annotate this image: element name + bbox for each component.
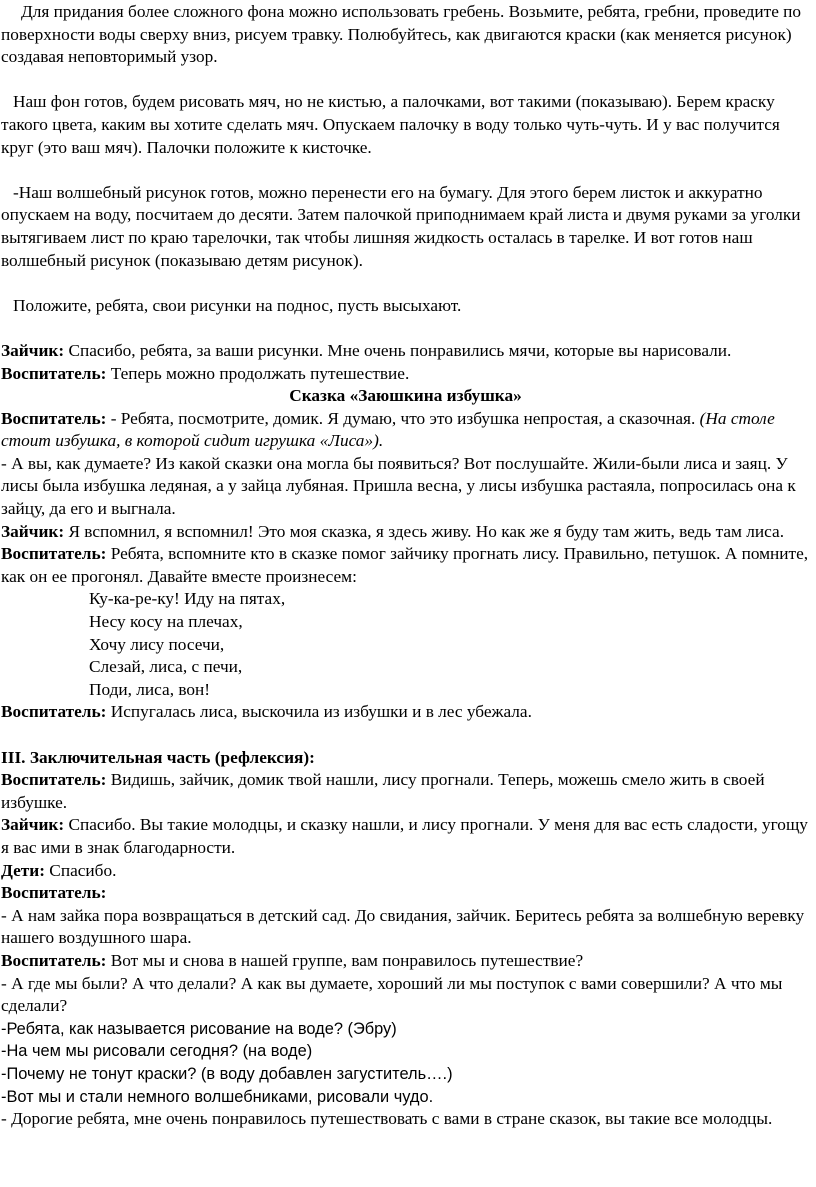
dialog-line: - А вы, как думаете? Из какой сказки она могла бы появиться? Вот послушайте. Жили-были лиса и заяц. У лисы была избушка ледяная, а у зайца лубяная. Пришла весна, у лисы избушка растаяла, попросилась она к зайцу, да его и выгнала. <box>1 453 796 519</box>
dialog-line <box>1 814 810 859</box>
spacer <box>1 272 810 295</box>
poem-line: Хочу лису посечи, <box>89 634 225 654</box>
dialog-text: - Ребята, посмотрите, домик. Я думаю, что это избушка непростая, а сказочная. <box>106 408 700 428</box>
spacer <box>1 69 810 92</box>
dialog-text: Видишь, зайчик, домик твой нашли, лису прогнали. Теперь, можешь смело жить в своей избушке. <box>1 770 765 812</box>
dialog-text: Я вспомнил, я вспомнил! Это моя сказка, я здесь живу. Но как же я буду там жить, ведь там лиса. <box>64 521 785 541</box>
dialog-line: - Дорогие ребята, мне очень понравилось путешествовать с вами в стране сказок, вы такие все молодцы. <box>1 1109 773 1129</box>
dialog-text: Теперь можно продолжать путешествие. <box>106 363 410 383</box>
dialog-text: Спасибо. Вы такие молодцы, и сказку нашли, и лису прогнали. У меня для вас есть сладости, угощу я вас ими в знак благодарности. <box>1 815 808 857</box>
paragraph-ball: Наш фон готов, будем рисовать мяч, но не кистью, а палочками, вот такими (показываю). Берем краску такого цвета, каким вы хотите сделать мяч. Опускаем палочку в воду только чуть-чуть. И у вас получится круг (это ваш мяч). Палочки положите к кисточке. <box>1 92 780 157</box>
question-line: -Ребята, как называется рисование на воде? (Эбру) <box>1 1019 397 1038</box>
dialog-line <box>1 701 810 724</box>
speaker-label: Воспитатель: <box>1 770 107 790</box>
dialog-line <box>1 860 810 883</box>
poem-line: Ку-ка-ре-ку! Иду на пятах, <box>89 589 286 609</box>
dialog-line <box>1 521 810 544</box>
section-title: III. Заключительная часть (рефлексия): <box>1 747 315 767</box>
dialog-text: Вот мы и снова в нашей группе, вам понравилось путешествие? <box>106 950 584 970</box>
speaker-label: Воспитатель: <box>1 702 107 722</box>
speaker-label: Зайчик: <box>1 340 65 360</box>
dialog-line <box>1 340 810 363</box>
dialog-line <box>1 769 810 814</box>
story-title: Сказка «Заюшкина избушка» <box>289 386 522 406</box>
dialog-line <box>1 950 810 973</box>
speaker-label: Воспитатель: <box>1 363 107 383</box>
speaker-label: Воспитатель: <box>1 408 107 428</box>
spacer <box>1 317 810 340</box>
dialog-text: Спасибо. <box>44 860 117 880</box>
stage-direction: (На столе стоит избушка, в которой сидит игрушка «Лиса»). <box>1 408 775 451</box>
dialog-line <box>1 543 810 588</box>
paragraph-transfer: -Наш волшебный рисунок готов, можно перенести его на бумагу. Для этого берем листок и аккуратно опускаем на воду, посчитаем до десяти. Затем палочкой приподнимаем край листа и двумя руками за уголки вытягиваем лист по краю тарелочки, так чтобы лишняя жидкость осталась в тарелке. И вот готов наш волшебный рисунок (показываю детям рисунок). <box>1 182 801 270</box>
question-line: -Вот мы и стали немного волшебниками, рисовали чудо. <box>1 1087 434 1106</box>
question-line: -На чем мы рисовали сегодня? (на воде) <box>1 1042 313 1061</box>
dialog-line: - А где мы были? А что делали? А как вы думаете, хороший ли мы поступок с вами совершили? А что мы сделали? <box>1 973 783 1016</box>
speaker-label: Зайчик: <box>1 815 65 835</box>
poem-line: Поди, лиса, вон! <box>89 679 211 699</box>
spacer <box>1 159 810 182</box>
spacer <box>1 724 810 747</box>
speaker-label: Воспитатель: <box>1 950 107 970</box>
paragraph-drying: Положите, ребята, свои рисунки на поднос, пусть высыхают. <box>13 295 462 315</box>
poem-line: Несу косу на плечах, <box>89 612 243 632</box>
dialog-line: - А нам зайка пора возвращаться в детский сад. До свидания, зайчик. Беритесь ребята за волшебную веревку нашего воздушного шара. <box>1 905 805 948</box>
speaker-label: Зайчик: <box>1 521 65 541</box>
speaker-label: Дети: <box>1 860 45 880</box>
question-line: -Почему не тонут краски? (в воду добавлен загуститель….) <box>1 1064 453 1083</box>
dialog-text: Спасибо, ребята, за ваши рисунки. Мне очень понравились мячи, которые вы нарисовали. <box>64 340 732 360</box>
poem <box>1 588 810 701</box>
dialog-text: Испугалась лиса, выскочила из избушки и в лес убежала. <box>106 702 532 722</box>
dialog-text: Ребята, вспомните кто в сказке помог зайчику прогнать лису. Правильно, петушок. А помните, как он ее прогонял. Давайте вместе произнесем: <box>1 544 809 586</box>
speaker-label: Воспитатель: <box>1 544 107 564</box>
dialog-line <box>1 363 810 386</box>
speaker-label: Воспитатель: <box>1 883 107 903</box>
paragraph-comb: Для придания более сложного фона можно использовать гребень. Возьмите, ребята, гребни, проведите по поверхности воды сверху вниз, рисуем травку. Полюбуйтесь, как двигаются краски (как меняется рисунок) создавая неповторимый узор. <box>1 2 802 67</box>
poem-line: Слезай, лиса, с печи, <box>89 657 243 677</box>
dialog-line <box>1 408 810 453</box>
